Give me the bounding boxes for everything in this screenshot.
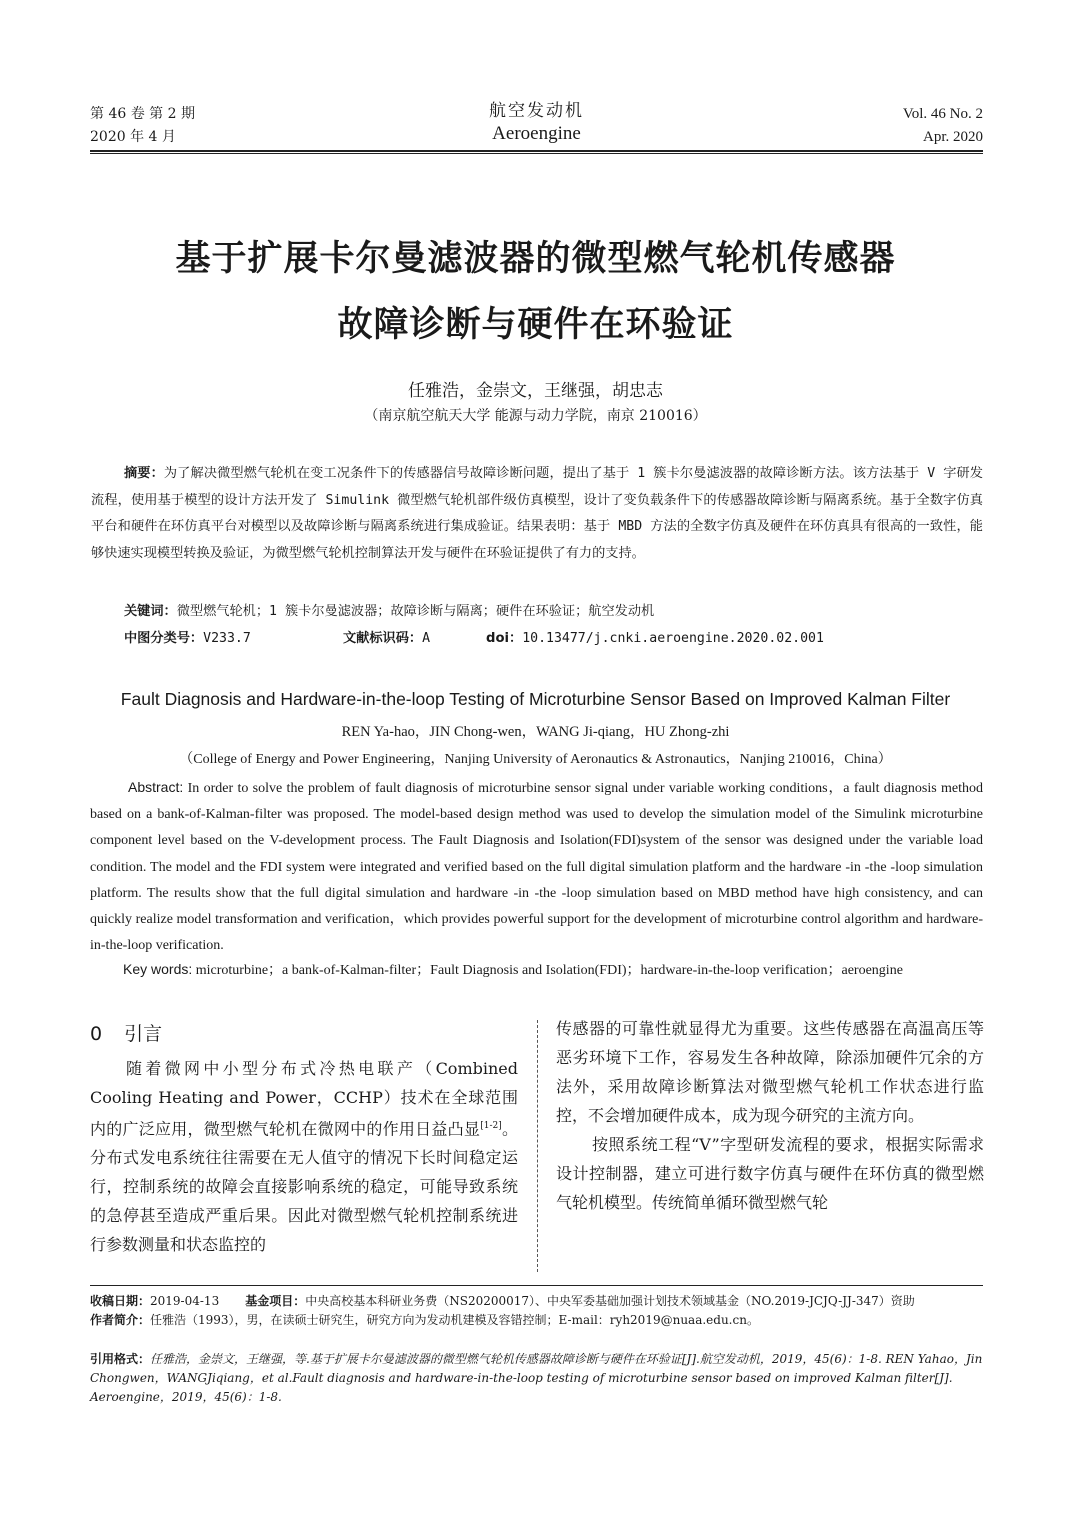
section-number: 0 — [90, 1023, 103, 1045]
header-rule — [90, 153, 983, 154]
date-cn: 2020 年 4 月 — [90, 129, 176, 145]
document-code — [343, 627, 430, 646]
citation-format — [90, 1350, 983, 1407]
affiliation-en: （College of Energy and Power Engineering，Nanjing University of Aeronautics & Astronautics，Nanjing 210016，China） — [179, 752, 892, 767]
body-column-left — [90, 1018, 518, 1259]
doi — [486, 627, 824, 646]
volume-issue-en: Vol. 46 No. 2 — [902, 106, 983, 122]
abstract-cn-label: 摘要： — [124, 466, 164, 481]
doi-value[interactable]: 10.13477/j.cnki.aeroengine.2020.02.001 — [522, 631, 824, 646]
journal-name — [90, 100, 983, 146]
keywords-en — [123, 959, 983, 979]
journal-name-en: Aeroengine — [492, 123, 581, 144]
received-label: 收稿日期： — [90, 1294, 151, 1308]
received-date: 2019-04-13 — [150, 1294, 220, 1308]
keywords-cn-label: 关键词： — [124, 604, 177, 619]
keywords-cn — [124, 600, 983, 619]
abstract-cn-text: 为了解决微型燃气轮机在变工况条件下的传感器信号故障诊断问题，提出了基于 1 簇卡尔曼滤波器的故障诊断方法。该方法基于 V 字研发流程，使用基于模型的设计方法开发了 Simulink 微型燃气轮机部件级仿真模型，设计了变负载条件下的传感器故障诊断与隔离系统。基于全数字仿真平台和硬件在环仿真平台对模型以及故障诊断与隔离系统进行集成验证。结果表明：基于 MBD 方法的全数字仿真及硬件在环仿真具有很高的一致性，能够快速实现模型转换及验证，为微型燃气轮机控制算法开发与硬件在环验证提供了有力的支持。 — [91, 466, 983, 561]
body-text: 。分布式发电系统往往需要在无人值守的情况下长时间稳定运行，控制系统的故障会直接影响系统的稳定，可能导致系统的急停甚至造成严重后果。因此对微型燃气轮机控制系统进行参数测量和状态监控的 — [90, 1119, 518, 1255]
date-en: Apr. 2020 — [923, 129, 983, 145]
doc-code-label: 文献标识码： — [343, 631, 423, 646]
body-column-right — [556, 1014, 984, 1217]
clc-number — [124, 627, 251, 646]
citation-ref[interactable]: [1-2] — [480, 1121, 502, 1131]
doi-label: doi： — [486, 631, 523, 646]
section-title: 引言 — [124, 1023, 163, 1045]
abstract-en-label: Abstract: — [128, 779, 184, 795]
paper-title-en: Fault Diagnosis and Hardware-in-the-loop Testing of Microturbine Sensor Based on Improved Kalman Filter — [120, 689, 951, 709]
clc-value: V233.7 — [203, 631, 251, 646]
author-bio-label: 作者简介： — [90, 1313, 151, 1327]
footnote-author — [90, 1311, 983, 1330]
keywords-en-label: Key words: — [123, 961, 193, 977]
authors-cn: 任雅浩，金崇文，王继强，胡忠志 — [408, 381, 663, 401]
affiliation-cn: （南京航空航天大学 能源与动力学院，南京 210016） — [364, 408, 707, 424]
title-line-2: 故障诊断与硬件在环验证 — [337, 305, 734, 345]
section-heading — [90, 1018, 518, 1050]
volume-issue-cn: 第 46 卷 第 2 期 — [90, 106, 195, 122]
footnote-rule — [90, 1285, 983, 1286]
journal-name-cn: 航空发动机 — [489, 101, 584, 121]
abstract-en-text: In order to solve the problem of fault diagnosis of microturbine sensor signal under variable working conditions，a fault diagnosis method based on a bank-of-Kalman-filter was proposed. The model-based design method was used to develop the simulation model of the Simulink microturbine component level based on the V-development process. The Fault Diagnosis and Isolation(FDI)system of the sensor was designed under the variable load condition. The model and the FDI system were integrated and verified based on the full digital simulation platform and the hardware -in -the -loop simulation platform. The results show that the full digital simulation and hardware -in -the -loop simulation based on MBD method have high consistency, and can quickly realize model transformation and verification，which provides powerful support for the development of microturbine control algorithm and hardware-in-the-loop verification. — [90, 781, 984, 954]
fund-value: 中央高校基本科研业务费（NS20200017）、中央军委基础加强计划技术领域基金（NO.2019-JCJQ-JJ-347）资助 — [305, 1294, 915, 1308]
body-paragraph — [90, 1054, 518, 1259]
citation-text: 任雅浩，金崇文，王继强，等.基于扩展卡尔曼滤波器的微型燃气轮机传感器故障诊断与硬件在环验证[J].航空发动机，2019，45(6)：1-8. REN Yahao，Jin Chongwen，WANGJiqiang，et al.Fault diagnosis and hardware-in-the-loop testing of microturbine sensor based on improved Kalman filter[J]. Aeroengine，2019，45(6)：1-8. — [90, 1352, 983, 1404]
keywords-cn-text: 微型燃气轮机；1 簇卡尔曼滤波器；故障诊断与隔离；硬件在环验证；航空发动机 — [176, 604, 655, 619]
citation-label: 引用格式： — [90, 1352, 151, 1366]
body-text: 随着微网中小型分布式冷热电联产（Combined Cooling Heating and Power，CCHP）技术在全球范围内的广泛应用，微型燃气轮机在微网中的作用日益凸显 — [90, 1059, 518, 1139]
doc-code-value: A — [422, 631, 431, 646]
paper-title — [60, 226, 1011, 358]
abstract-cn — [91, 461, 983, 567]
body-paragraph: 按照系统工程“V”字型研发流程的要求，根据实际需求设计控制器，建立可进行数字仿真与硬件在环仿真的微型燃气轮机模型。传统简单循环微型燃气轮 — [556, 1135, 984, 1212]
author-bio: 任雅浩（1993），男，在读硕士研究生，研究方向为发动机建模及容错控制；E-mail：ryh2019@nuaa.edu.cn。 — [150, 1313, 759, 1327]
clc-label: 中图分类号： — [124, 631, 204, 646]
abstract-en — [90, 774, 983, 959]
column-divider — [537, 1020, 538, 1272]
running-header — [90, 100, 983, 152]
header-right — [903, 103, 983, 149]
keywords-en-text: microturbine；a bank-of-Kalman-filter；Fault Diagnosis and Isolation(FDI)；hardware-in-the-loop verification；aeroengine — [195, 963, 903, 978]
body-paragraph: 传感器的可靠性就显得尤为重要。这些传感器在高温高压等恶劣环境下工作，容易发生各种故障，除添加硬件冗余的方法外，采用故障诊断算法对微型燃气轮机工作状态进行监控，不会增加硬件成本，成为现今研究的主流方向。 — [556, 1019, 984, 1125]
fund-label: 基金项目： — [245, 1294, 306, 1308]
authors-en: REN Ya-hao，JIN Chong-wen，WANG Ji-qiang，HU Zhong-zhi — [341, 724, 730, 740]
title-line-1: 基于扩展卡尔曼滤波器的微型燃气轮机传感器 — [175, 239, 896, 279]
footnote-received-fund — [90, 1292, 983, 1311]
